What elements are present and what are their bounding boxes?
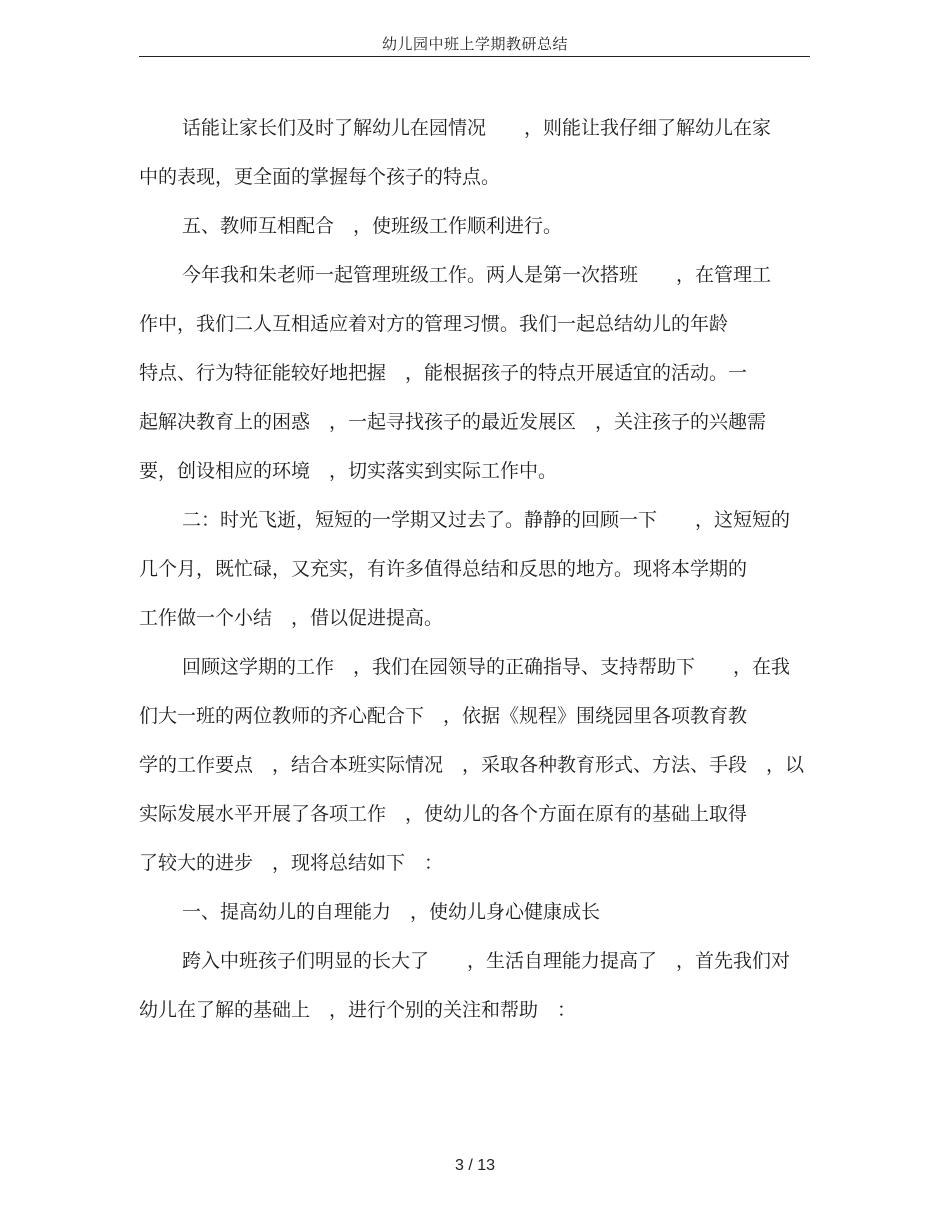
paragraph-line: 了较大的进步 ，现将总结如下 ： [139,852,444,874]
paragraph-line: 几个月，既忙碌，又充实，有许多值得总结和反思的地方。现将本学期的 [139,558,748,580]
paragraph-line: 话能让家长们及时了解幼儿在园情况 ，则能让我仔细了解幼儿在家 [182,117,772,139]
paragraph-line: 二：时光飞逝，短短的一学期又过去了。静静的回顾一下 ，这短短的 [182,509,791,531]
paragraph-line: 中的表现，更全面的掌握每个孩子的特点。 [139,166,501,188]
paragraph-line: 们大一班的两位教师的齐心配合下 ，依据《规程》围绕园里各项教育教 [139,705,748,727]
paragraph-line: 工作做一个小结 ，借以促进提高。 [139,607,444,629]
paragraph-line: 回顾这学期的工作 ，我们在园领导的正确指导、支持帮助下 ，在我 [182,656,791,678]
header-divider [139,56,810,57]
paragraph-line: 特点、行为特征能较好地把握 ，能根据孩子的特点开展适宜的活动。一 [139,362,748,384]
paragraph-line: 幼儿在了解的基础上 ，进行个别的关注和帮助 ： [139,999,577,1021]
paragraph-line: 实际发展水平开展了各项工作 ，使幼儿的各个方面在原有的基础上取得 [139,803,748,825]
section-heading: 一、提高幼儿的自理能力 ，使幼儿身心健康成长 [182,901,601,923]
paragraph-line: 作中，我们二人互相适应着对方的管理习惯。我们一起总结幼儿的年龄 [139,313,729,335]
paragraph-line: 学的工作要点 ，结合本班实际情况 ，采取各种教育形式、方法、手段 ，以 [139,754,805,776]
paragraph-line: 今年我和朱老师一起管理班级工作。两人是第一次搭班 ，在管理工 [182,264,772,286]
page-header-title: 幼儿园中班上学期教研总结 [381,35,568,53]
document-body [139,108,811,1039]
section-heading: 五、教师互相配合 ，使班级工作顺利进行。 [182,215,563,237]
page-number: 3 / 13 [454,1157,496,1174]
paragraph-line: 跨入中班孩子们明显的长大了 ，生活自理能力提高了 ，首先我们对 [182,950,791,972]
paragraph-line: 起解决教育上的困惑 ，一起寻找孩子的最近发展区 ，关注孩子的兴趣需 [139,411,767,433]
paragraph-line: 要，创设相应的环境 ，切实落实到实际工作中。 [139,460,558,482]
